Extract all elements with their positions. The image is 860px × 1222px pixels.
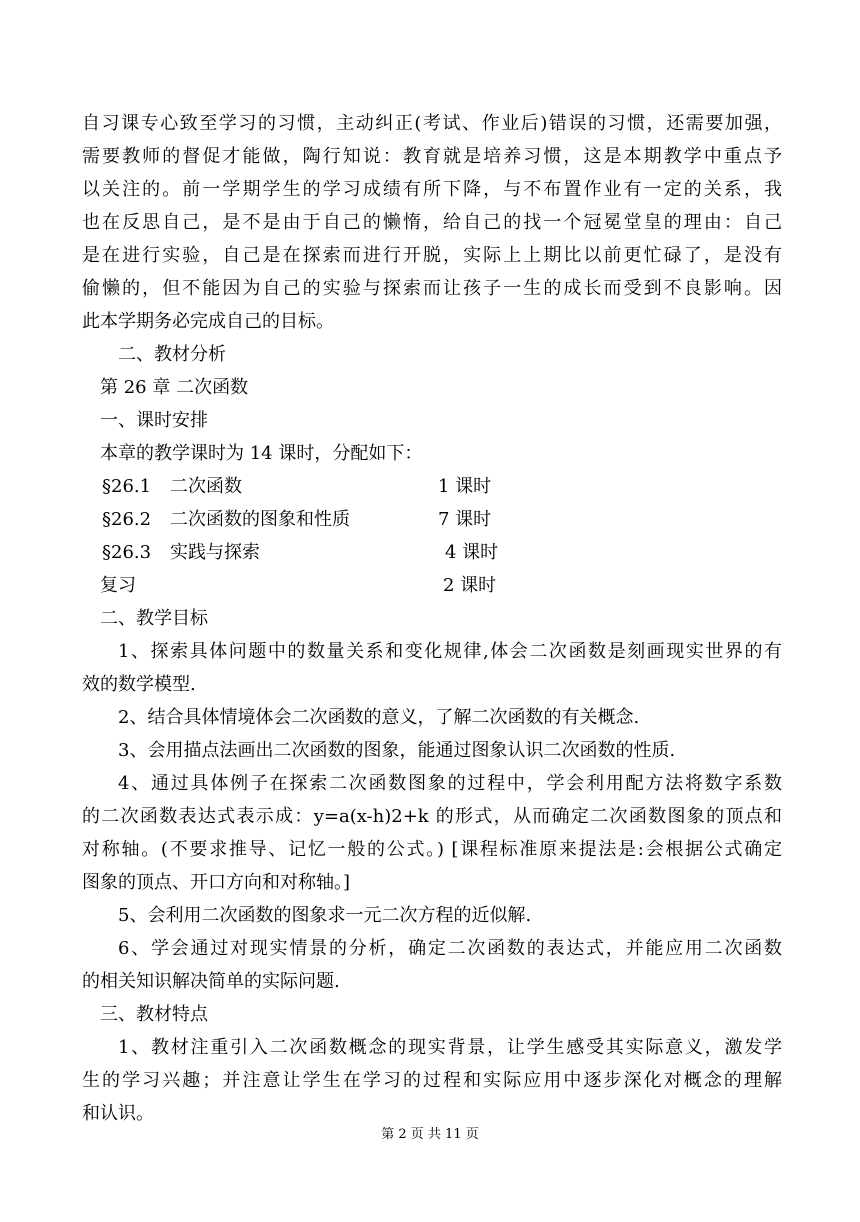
subsection-heading: 二、教学目标 (100, 608, 208, 629)
intro-line: 自习课专心致至学习的习惯，主动纠正(考试、作业后)错误的习惯，还需要加强， (82, 113, 782, 134)
intro-line: 以关注的。前一学期学生的学习成绩有所下降，与不布置作业有一定的关系，我 (82, 179, 782, 200)
goal-line: 1、探索具体问题中的数量关系和变化规律,体会二次函数是刻画现实世界的有 (118, 641, 782, 662)
section-number: §26.1 (102, 476, 152, 497)
goal-line: 2、结合具体情境体会二次函数的意义，了解二次函数的有关概念. (118, 707, 640, 728)
section-title: 二次函数 (170, 476, 242, 497)
section-hours: 4 课时 (445, 542, 499, 563)
feature-line: 1、教材注重引入二次函数概念的现实背景，让学生感受其实际意义，激发学 (118, 1037, 782, 1058)
schedule-row (82, 508, 582, 532)
feature-line: 生的学习兴趣；并注意让学生在学习的过程和实际应用中逐步深化对概念的理解 (82, 1070, 782, 1091)
intro-line: 也在反思自己，是不是由于自己的懒惰，给自己的找一个冠冕堂皇的理由：自己 (82, 212, 782, 233)
section-hours: 1 课时 (438, 476, 492, 497)
section-number: §26.2 (102, 509, 152, 530)
section-title: 复习 (100, 575, 136, 596)
goal-line: 的二次函数表达式表示成：y=a(x-h)2+k 的形式，从而确定二次函数图象的顶点和 (82, 806, 782, 827)
chapter-title: 第 26 章 二次函数 (100, 377, 249, 398)
page-number: 第 2 页 共 11 页 (381, 1127, 479, 1142)
subsection-heading: 一、课时安排 (100, 410, 208, 431)
section-hours: 2 课时 (443, 575, 497, 596)
section-number: §26.3 (102, 542, 152, 563)
intro-line: 是在进行实验，自己是在探索而进行开脱，实际上上期比以前更忙碌了，是没有 (82, 245, 782, 266)
section-title: 二次函数的图象和性质 (170, 509, 350, 530)
intro-line: 此本学期务必完成自己的目标。 (82, 311, 334, 332)
schedule-intro: 本章的教学课时为 14 课时，分配如下： (100, 443, 423, 464)
section-heading: 二、教材分析 (118, 344, 226, 365)
subsection-heading: 三、教材特点 (100, 1004, 208, 1025)
feature-line: 和认识。 (82, 1103, 154, 1124)
goal-line: 3、会用描点法画出二次函数的图象，能通过图象认识二次函数的性质. (118, 740, 676, 761)
intro-line: 偷懒的，但不能因为自己的实验与探索而让孩子一生的成长而受到不良影响。因 (82, 278, 782, 299)
goal-line: 5、会利用二次函数的图象求一元二次方程的近似解. (118, 905, 532, 926)
goal-line: 的相关知识解决简单的实际问题. (82, 971, 340, 992)
goal-line: 4、通过具体例子在探索二次函数图象的过程中，学会利用配方法将数字系数 (118, 773, 782, 794)
goal-line: 6、学会通过对现实情景的分析，确定二次函数的表达式，并能应用二次函数 (118, 938, 782, 959)
schedule-row (82, 541, 582, 565)
section-title: 实践与探索 (170, 542, 260, 563)
goal-line: 效的数学模型. (82, 674, 196, 695)
section-hours: 7 课时 (438, 509, 492, 530)
goal-line: 图象的顶点、开口方向和对称轴。] (82, 872, 351, 893)
goal-line: 对称轴。(不要求推导、记忆一般的公式。) [课程标准原来提法是:会根据公式确定 (82, 839, 782, 860)
intro-line: 需要教师的督促才能做，陶行知说：教育就是培养习惯，这是本期教学中重点予 (82, 146, 782, 167)
schedule-row (82, 475, 582, 499)
schedule-row (82, 574, 582, 598)
